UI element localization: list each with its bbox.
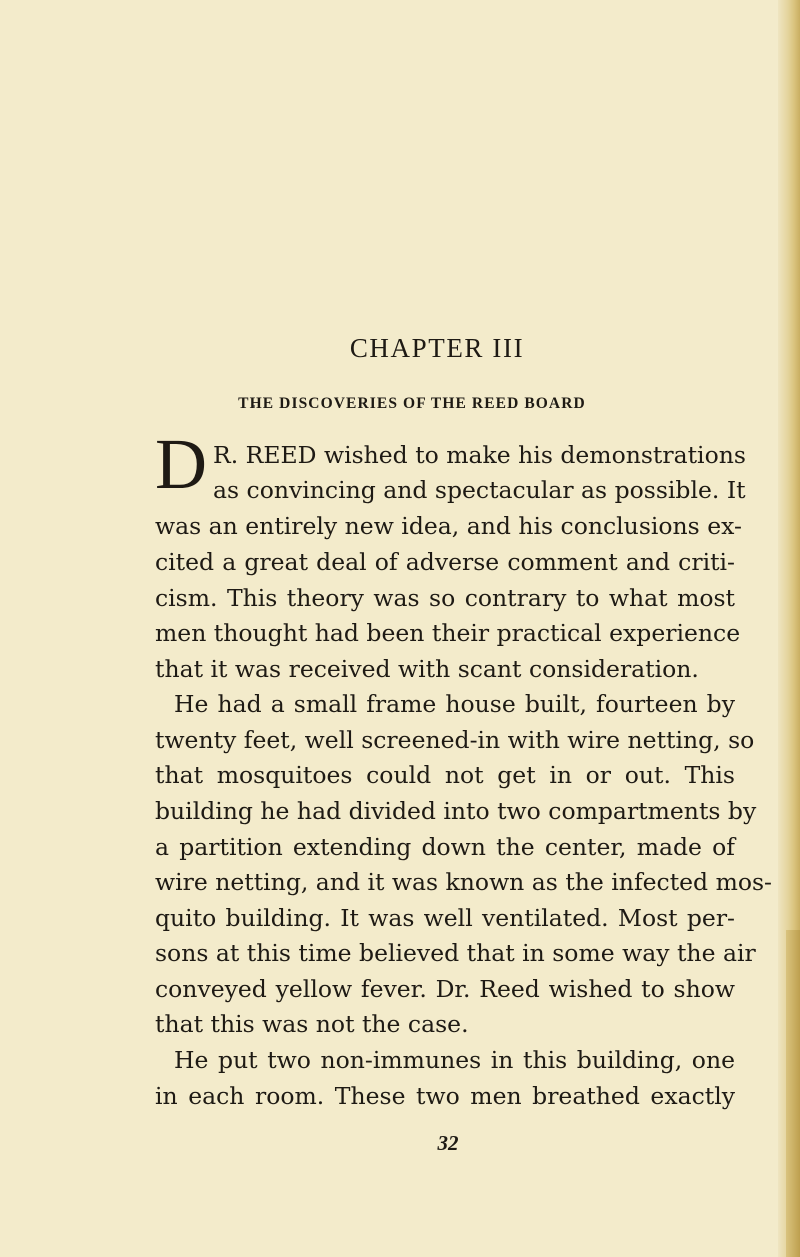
- text-line: was an entirely new idea, and his conclusions ex-: [155, 512, 742, 540]
- text-line: cited a great deal of adverse comment and criti-: [155, 548, 735, 576]
- page-edge-stain: [786, 930, 800, 1257]
- text-line: a partition extending down the center, made of: [155, 833, 735, 861]
- text-line: conveyed yellow fever. Dr. Reed wished to show: [155, 975, 735, 1003]
- text-line: R. REED wished to make his demonstrations: [213, 441, 746, 469]
- text-line: men thought had been their practical experience: [155, 619, 741, 647]
- chapter-subtitle: THE DISCOVERIES OF THE REED BOARD: [238, 395, 586, 412]
- text-line: that mosquitoes could not get in or out. This: [155, 761, 735, 789]
- text-line: He put two non-immunes in this building, one: [174, 1046, 735, 1074]
- text-line: He had a small frame house built, fourteen by: [174, 690, 735, 718]
- text-line: twenty feet, well screened-in with wire netting, so: [155, 726, 755, 754]
- text-line: wire netting, and it was known as the infected mos-: [155, 868, 773, 896]
- text-line: sons at this time believed that in some way the air: [155, 939, 756, 967]
- text-line: quito building. It was well ventilated. Most per-: [155, 904, 735, 932]
- text-line: cism. This theory was so contrary to what most: [155, 584, 735, 612]
- text-line: as convincing and spectacular as possible. It: [213, 476, 746, 504]
- page-number: 32: [437, 1131, 459, 1155]
- chapter-title: CHAPTER III: [349, 333, 525, 363]
- text-line: in each room. These two men breathed exactly: [155, 1082, 735, 1110]
- text-line: that it was received with scant consideration.: [155, 655, 699, 683]
- drop-cap: D: [155, 424, 207, 504]
- text-line: that this was not the case.: [155, 1010, 469, 1038]
- text-line: building he had divided into two compartments by: [155, 797, 757, 825]
